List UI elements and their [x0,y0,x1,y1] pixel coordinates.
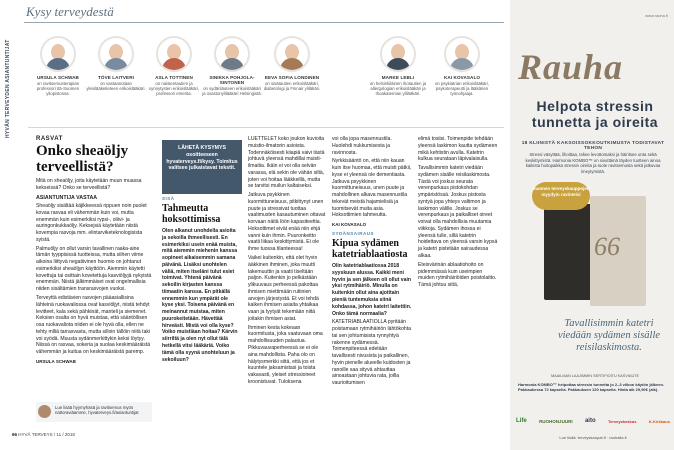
side-label [3,30,25,140]
article-signature: KAI KOVASALO [332,222,367,228]
side-label-text: HYVÄN TERVEYDEN ASIANTUNTIJAT [5,39,11,138]
ad-brand: Rauha [518,47,624,87]
expert-avatar [380,36,416,72]
expert-card [144,36,204,96]
product-box-light [590,196,646,306]
expert-avatar [444,36,480,72]
article-kicker: RASVAT [36,136,63,142]
article-paragraph: voi olla jopa masennustila. Huolehdi nukkumisesta ja ravinnosta. [332,136,392,156]
advertisement [510,0,674,450]
expert-desc: on sydänläuteen erikoislääkäri ja osastonylilääkäri Helsingistä. [202,86,262,97]
expert-avatar [40,36,76,72]
article-question: Mitä on sheaöljy, joita käytetään muun muassa kekseissä? Onko se terveellistä? [36,178,142,192]
expert-card [86,36,146,91]
article-paragraph: LUETTELET koko joukon kuvioita muistio-ilmatorin asioista. Todennäköisesti kiiapiä vaivi tästä johtuvä yleensä mahdillai muisti-ilmaitia. Ikäin ei voi olla selvän varassa, elä sekin ole vähän siltä, joten voi hoitaa lääkkeillä, mutta se tarvitsi muilun kaltaiseksi. [248,136,325,190]
ad-footnote: Harmonia KOMBO™ helpottaa stressin tunnetta jo 2–3 viikon käytön jälkeen. Pakkaukessa 72 kapselia. Pakkauksen 120 kapselia. Hinta alk 29,90€ (alk). [518,382,665,393]
article-forgetfulness [162,196,240,365]
ad-title: Helpota stressin tunnetta ja oireita [531,98,659,131]
retailer-logo: Life [516,418,527,424]
expert-card [28,36,88,96]
expert-name: KAI KOVASALO [443,75,481,80]
expert-name: TÖVE LAITVERI [97,75,134,80]
article-tag: SISÄ [162,196,175,201]
top-rule [24,22,504,23]
article-paragraph: Eteisvärinän ablaatiohoito on pidemmässä kuin useimpien muiden rytmihäiriöiden poistolaitto. Tämä johtuu siitä, [418,261,497,289]
expert-avatar [98,36,134,72]
article-headline: Onko sheaöljy terveellistä? [36,142,129,175]
expert-name: SINIKKA POHJOLA-SINTONEN [209,75,255,85]
product-box-dark [544,204,596,300]
article-column [248,136,326,388]
expert-name: MARKE LEBLI [381,75,415,80]
expert-card [202,36,262,96]
expert-desc: on sisätautien erikoislääkäri, diabetologi ja Finnair yliläkäri. [263,81,321,92]
article-column [332,136,412,389]
expert-desc: on ravitsemusterapian professori Itä-Suomen yliopistossa. [36,81,80,97]
retailer-logo: K-Kirkkaus [648,418,670,424]
divider [28,127,504,128]
article-paragraph: Palmuöljy on ollut varsin tavallinen raaka-aine tämän tyyppisissä tuotteissa, mutta siihen viime aikoina liittyvä negatiivinen huomio on johtanut esimerkiksi sheaöljyn käyttöön. Aiemmin käytetti kovettuja tai osittain kovetettuja kasviöljyjä nykyistä enemmän. Niistä jälkimmäiset ovat ongelmallisia niiden sisältämien transrasvojen vuoksi. [36,245,152,293]
read-more-box [36,402,152,422]
article-lead: Olin katetriablaatiossa 2018 syyskuun alussa. Kaikki meni hyvin ja sen jälkeen oli ollut vain yksi rytmihäiriö. Minulla on kuitenkin ollut aina ajoittain pieniä tuntemuksia siinä kohdassa, johon katetri laitettiin. Onko tämä normaalia? [332,263,412,317]
article-signature: URSULA SCHWAB [36,358,76,364]
expert-card [262,36,322,91]
read-more-text: Lue lisää hyymyhäsä ja ravitsemus myös nattoraviäamme, hyvaterveys.fi/asiantuntijat [55,405,139,416]
article-paragraph: Jatkuva psykkinen kuormittuneisuus, pitkittynyt unen puute ja stressivat tuottaa vaatimusten kasautuminen ottavat korvaan näitä löön kapasiteettia. Hoksottimet eivät enää niin ehjä vanni kuin ihmin. Puuronkeitto vaatii liikaa keskittymistä. Ei ole ihme tuossa tilanteessa! [248,192,326,253]
article-sheaoil [36,136,152,366]
send-question-box: LÄHETÄ KYSYMYS osoitteeseen hyvaterveys.fi/kysy. Toimitus valitsee julkaistavat tekstit. [162,140,242,194]
expert-avatar [274,36,310,72]
article-paragraph: Nyrkkisääntö on, että niin kauan kuin itse huomaa, että muisti pätkii, kyse ei yleensä ole dementiasta. Jatkuva psyykkinen kuormittuneisuus, unen puute ja mahdollinen alkava masennustila tekevät meistä hajamielisiä ja tuomitsevät muita asia. Hoksottimien tahmeutta. [332,158,412,219]
ad-logos [516,412,670,430]
article-paragraph: Tavallisimmin katetri viedään sydämen sisälle reisilaskimosta. Tästä voi joskus seurata verenpurkaus pistokohdan ympäristössä. Joskus pistosta syntyä jopa yhteys valtimon ja laskimon välille. Joskus se verenpurkaus ja paikalliset oireet voivat olla mahdollisia muutamia viikkoja. Sydämen ihossa ei yleensä tulle, sillä katetrin hoidettava on yleensä varsin kypsä ja katetri pistetään sairaudessa alkaa. [418,165,498,260]
ad-footer: Lue lisää: terveyskaupat.fi · rauhalla.fi [559,435,627,440]
article-headline: Kipua sydämen katetriablaatiosta [332,238,408,261]
author-avatar [38,405,51,418]
article-paragraph: elimä tosiisi. Toimenpide tehdään yleensä laskimon kautta sydämeen mikä kehtistin avulla. Katetrin kulkua seurataan läpivalaisulla. [418,136,498,163]
retailer-logo: RUOHONJUURI [539,418,573,424]
page-footer: 66 HYVÄ TERVEYS / 11 / 2018 [12,432,75,437]
expert-desc: on vastaanotaan yleislääketieteen erikoislääkäri. [86,81,146,92]
ad-subtitle: 18 KLIINISTÄ KAKSOISSOKKOUTKIMUSTA TODISTAVAT TEHON [521,141,665,151]
article-paragraph: Ihminen kesta kokeaan kuormitusta, joka vaatuvaan oma mahdollisuuden palautua. Pikkuvauvaperheessä se ei ole aina mahdollista. Paha olo on hälytysmerkki siitä, että jos et kuuntele jaksamistasi ja toista vakavasti, yleiset stressioireet kroonistuvat. Tuloksena [248,324,323,385]
expert-name: EEVA SOFIA LONDINEN [264,75,320,80]
article-subhead: ASIANTUNTIJA VASTAA [36,195,98,201]
pull-quote: Tavallisimmin katetri viedään sydämen sisälle reisilaskimosta. [557,318,661,354]
article-column [418,136,498,291]
retailer-logo: Terveyskeskus [608,418,637,424]
expert-card [368,36,428,96]
expert-desc: on helsinkiläinen ihotautien ja allergologian erikoislääkäri ja Ihoakatemian ylilääkäri. [369,81,427,97]
article-headline: Tahmeutta hoksottimissa [162,202,221,225]
expert-desc: on psykiatrian erikoislääkäri, psykoterapeutti ja lääkärien työnohjaaja. [435,81,489,97]
ad-cert: MAAILMAN LAAJIMMIN SERTIFIOITU KASVIAUTE [550,374,640,378]
article-paragraph: KATETRIABLAATIOLLA pyritään poistamaan rytmihäiriön lähtökohta tai sen johtumisista rynnyhtyä rakenne sydämessä. Toimenpiteessä edetään tavallisesti nivusista ja paikallinen, hyvin pienelle alueelle kuidosten ja ranoille saa sityvä ahtauttaa ainoastaan johtuvia rata, joilla vaurioitumisen [332,319,411,387]
expert-avatar [214,36,250,72]
article-lead: Olen alkanut unohdella asioita ja sekoilla ihmeellisesti. En esimerkiksi usein enää muista, mitä aiemmin miehenin kanssa sopineet aikaisemmin samana päivänä. Lisäksi unohtelen väliä, miten itseläni tulut esiet toimivat. Yhtenä päivänä sekoilin kirjasten kanssa tiimaatin kanssa. En pitkällä ennemmin kun ympärät ole kyse yksi. Toisena päivänä en meinannut muistaa, miten puurokeitetään. Hävettää hirveästi. Mistä voi olla kyse? Voiko muistiäan hoitaa? Kärvin siirriltä ja olen nyt ollut tälä hetkellä vitsi lääkäriä. Voiko tämä olla syynä unohteluun ja sekoiluun? [162,227,238,363]
expert-desc: on naistentautien ja synnytysten erikoislääkäri, professori emerita. [148,81,200,97]
magazine-name: HYVÄ TERVEYS [18,432,53,437]
expert-card [432,36,492,96]
ad-body: Stressi väsyttää, lihoittaa, tekee levottomaksi ja häiritsee unta sekä keskittymistä. Harmonia KOMBO™ on sivuttäinä täyden tuotteen ainoa kaikista hoitopaikka stressin oireita ja tuote ravitsemusta sekä jatkuvaa imeytymistä. [525,152,661,174]
section-title: Kysy terveydestä [26,4,114,19]
issue-number: 11 / 2018 [56,432,75,437]
retailer-logo: aito [584,418,596,424]
article-paragraph: Terveyttä edistävien rasvojen pääasiallisina lähteinä ruokavaliossa ovat kasviöljyt, niistä tehdyt levitteet, kala sekä pähkinät, manteli ja siemenet. Keksien osalta on hyvä muistaa, että sääntöllisen osa ruokavaliota niiden ei ole hyvä olla, ellen ne tehty mlliä tarrasvasta, mutta silloin tällöin niitä taki voi syödä. Muusta sydänmerkittykin keksi löytyy. Niissä on rasvaa, sokeria ja suolaa keskimääräistä vähemmän ja kuitua on keskimääräistä paremp. [36,294,151,356]
article-paragraph: Vaikei kuitenkin, että olet hyvin ääkkinen ihminen, joka muutti lakemuuttin ja vaatii tiseltään paljon. Kuitenkin jo pelkästään ylikuuvaus perheessä pakottaa ihmisen miettimään rutiinien arvojen järjestystä. Et voi tehdä kaiken ihmisen asiaita yhtaikaa vaan ja tyytyät tekemään niitä joitakin ihmisen asiat. [248,255,319,322]
article-tag: SYDÄNSAIRAUS [332,231,375,237]
ad-badge: Suomen terveyskauppojen myydyin ravinteisi [532,182,590,210]
expert-name: URSULA SCHWAB [37,75,79,80]
expert-avatar [156,36,192,72]
experts-row [28,36,498,126]
expert-name: ASLA TOTTINEN [155,75,193,80]
product-number: 66 [594,232,620,261]
page-number: 66 [12,432,18,437]
ad-url: www.rauha.fi [645,13,668,18]
article-paragraph: Sheaöljy sisältää käjikkeessä rippuen noin puolet kovaa rasvaa eli vähemmän kuin voi, mutta enemmän kuin esimerkiksi rypsi-, oliivi- ja auringonkukkaöljy. Keksejsiä käytetään niistä kovempia rasvoja mm. elintarviketeknologisista syistä. [36,203,147,243]
